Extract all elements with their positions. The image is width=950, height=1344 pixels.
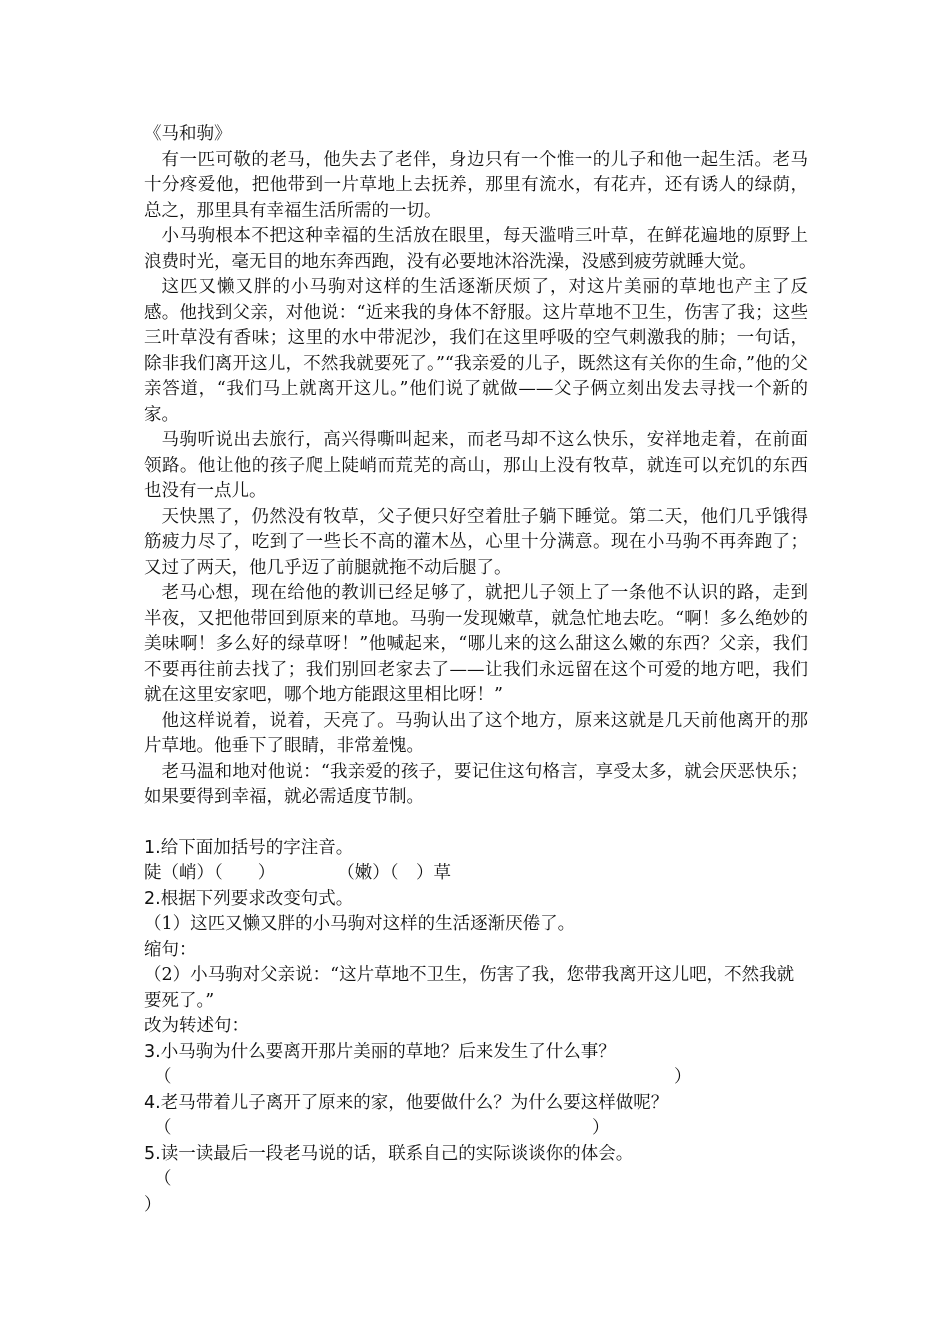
answer-blank-5-open[interactable]: （ [154,1169,172,1189]
question-2-sub-2: （2）小马驹对父亲说：“这片草地不卫生，伤害了我，您带我离开这儿吧，不然我就要死了。” [144,965,795,1011]
question-text: 根据下列要求改变句式。 [160,888,354,909]
answer-blank-5-close: ） [144,1194,162,1215]
question-text: 给下面加括号的字注音。 [160,837,354,858]
story-paragraph-8: 老马温和地对他说：“我亲爱的孩子，要记住这句格言，享受太多，就会厌恶快乐；如果要得到幸福，就必需适度节制。 [144,761,808,807]
question-4 [144,1091,808,1117]
answer-label-indirect[interactable]: 改为转述句： [144,1016,249,1036]
question-3 [144,1040,808,1066]
section-gap [144,811,808,836]
question-number: 5. [144,1143,161,1164]
question-2-sub-1: （1）这匹又懒又胖的小马驹对这样的生活逐渐厌倦了。 [144,914,576,934]
question-text: 老马带着儿子离开了原来的家，他要做什么？为什么要这样做呢？ [160,1092,669,1113]
question-number: 3. [144,1041,161,1062]
question-number: 1. [144,837,161,858]
question-2 [144,887,808,913]
answer-label-condense[interactable]: 缩句： [144,939,197,960]
story-paragraph-7: 他这样说着，说着，天亮了。马驹认出了这个地方，原来这就是几天前他离开的那片草地。他垂下了眼睛，非常羞愧。 [144,710,808,756]
story-paragraph-6: 老马心想，现在给他的教训已经足够了，就把儿子领上了一条他不认识的路，走到半夜，又把他带回到原来的草地。马驹一发现嫩草，就急忙地去吃。“啊！多么绝妙的美味啊！多么好的绿草呀！”他喊起来，“哪儿来的这么甜这么嫩的东西？父亲，我们不要再往前去找了；我们别回老家去了——让我们永远留在这个可爱的地方吧，我们就在这里安家吧，哪个地方能跟这里相比呀！” [144,583,808,705]
question-text: 读一读最后一段老马说的话，联系自己的实际谈谈你的体会。 [160,1143,634,1164]
story-paragraph-4: 马驹听说出去旅行，高兴得嘶叫起来，而老马却不这么快乐，安祥地走着，在前面领路。他让他的孩子爬上陡峭而荒芜的高山，那山上没有牧草，就连可以充饥的东西也没有一点儿。 [144,430,808,501]
story-paragraph-3: 这匹又懒又胖的小马驹对这样的生活逐渐厌烦了，对这片美丽的草地也产主了反感。他找到父亲，对他说：“近来我的身体不舒服。这片草地不卫生，伤害了我；这些三叶草没有香味；这里的水中带泥沙，我们在这里呼吸的空气刺激我的肺；一句话，除非我们离开这儿，不然我就要死了。”“我亲爱的儿子，既然这有关你的生命，”他的父亲答道，“我们马上就离开这儿。”他们说了就做——父子俩立刻出发去寻找一个新的家。 [144,277,808,425]
story-title: 《马和驹》 [144,124,232,144]
question-number: 4. [144,1092,161,1113]
phonetic-item-1[interactable]: 陡（峭）（ ） [144,863,276,883]
story-paragraph-5: 天快黑了，仍然没有牧草，父子便只好空着肚子躺下睡觉。第二天，他们几乎饿得筋疲力尽了，吃到了一些长不高的灌木丛，心里十分满意。现在小马驹不再奔跑了；又过了两天，他几乎迈了前腿就拖不动后腿了。 [144,506,808,578]
question-1-items [144,861,808,887]
answer-blank-3[interactable]: （ ） [154,1067,692,1087]
story-paragraph-2: 小马驹根本不把这种幸福的生活放在眼里，每天滥啃三叶草，在鲜花遍地的原野上浪费时光，毫无目的地东奔西跑，没有必要地沐浴洗澡，没感到疲劳就睡大觉。 [144,226,808,272]
question-text: 小马驹为什么要离开那片美丽的草地？后来发生了什么事？ [160,1041,616,1062]
question-number: 2. [144,888,161,909]
question-1 [144,836,808,862]
story-paragraph-1: 有一匹可敬的老马，他失去了老伴，身边只有一个惟一的儿子和他一起生活。老马十分疼爱他，把他带到一片草地上去抚养，那里有流水，有花卉，还有诱人的绿荫，总之，那里具有幸福生活所需的一切。 [144,149,808,221]
answer-blank-4[interactable]: （ ） [154,1118,610,1138]
question-5 [144,1142,808,1168]
worksheet [144,122,808,1218]
phonetic-item-2[interactable]: （嫩）（ ）草 [337,863,451,883]
